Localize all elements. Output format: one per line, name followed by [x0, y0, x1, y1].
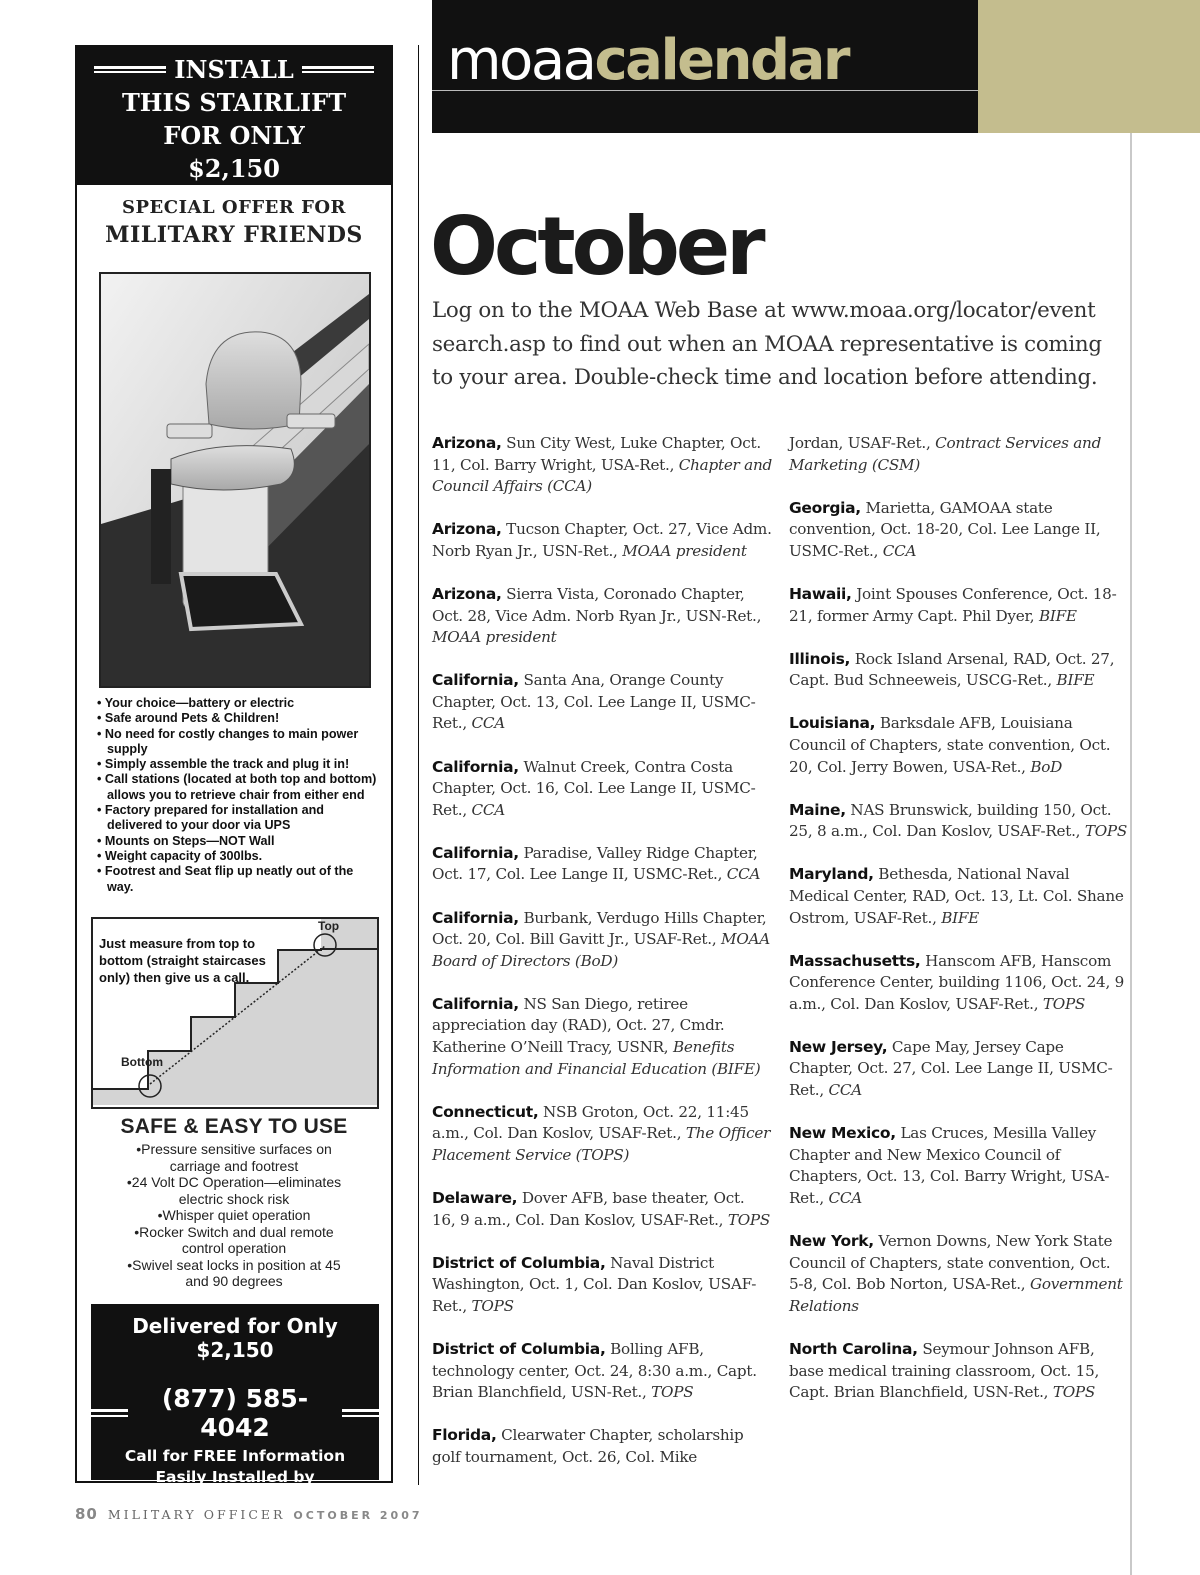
- event-details: NAS Brunswick, building 150, Oct. 25, 8 a.m., Col. Dan Koslov, USAF-Ret.,: [789, 800, 1112, 841]
- event-details: Marietta, GAMOAA state convention, Oct. 18-20, Col. Lee Lange II, USMC-Ret.,: [789, 498, 1101, 560]
- page-edge-rule: [1130, 133, 1132, 1575]
- month-heading: October: [430, 200, 762, 293]
- header-accent-block: [978, 0, 1200, 133]
- event-item: [789, 433, 1129, 476]
- safety-section: [77, 1115, 391, 1290]
- page-number: 80: [75, 1505, 98, 1523]
- event-details: Seymour Johnson AFB, base medical training classroom, Oct. 15, Capt. Brian Blanchfield, USN-Ret.,: [789, 1339, 1100, 1402]
- phone-number: (877) 585-4042: [161, 1384, 309, 1442]
- event-org: CCA: [828, 1081, 862, 1100]
- event-item: [432, 994, 772, 1080]
- event-details: Jordan, USAF-Ret.,: [789, 434, 936, 452]
- event-item: [789, 1339, 1129, 1404]
- event-state: District of Columbia,: [432, 1339, 606, 1358]
- special-offer: [77, 197, 391, 248]
- event-org: TOPS: [651, 1383, 694, 1402]
- bottom-label: Bottom: [121, 1055, 163, 1069]
- event-org: MOAA president: [622, 541, 747, 560]
- event-item: [432, 1188, 772, 1231]
- event-org: BIFE: [1038, 606, 1077, 625]
- list-item: • Mounts on Steps—NOT Wall: [97, 834, 382, 849]
- ad-headline-line: $2,150: [188, 154, 280, 183]
- event-details: Sun City West, Luke Chapter, Oct. 11, Col. Barry Wright, USA-Ret.,: [432, 434, 761, 474]
- event-state: Arizona,: [432, 520, 502, 539]
- call-info: [91, 1446, 379, 1509]
- event-state: Illinois,: [789, 649, 851, 668]
- event-item: [789, 1037, 1129, 1102]
- event-item: [789, 800, 1129, 843]
- event-state: California,: [432, 671, 519, 690]
- event-state: Delaware,: [432, 1188, 518, 1207]
- event-state: North Carolina,: [789, 1339, 918, 1358]
- event-org: Chapter and Council Affairs (CCA): [432, 455, 772, 496]
- event-org: Government Relations: [789, 1275, 1123, 1315]
- event-org: The Officer Placement Service (TOPS): [432, 1124, 771, 1164]
- call-line: Homeowner or Handyman: [121, 1489, 349, 1507]
- decorative-rule: [94, 66, 166, 73]
- event-org: MOAA Board of Directors (BoD): [432, 930, 770, 970]
- event-item: [432, 843, 772, 886]
- event-state: Louisiana,: [789, 714, 876, 733]
- column-divider: [418, 45, 419, 1485]
- event-item: [432, 433, 772, 498]
- event-org: BIFE: [941, 908, 980, 927]
- stairlift-photo: [99, 272, 371, 688]
- event-item: [432, 670, 772, 735]
- list-item: • Call stations (located at both top and bottom) allows you to retrieve chair from either end: [97, 772, 382, 803]
- special-offer-line-2: MILITARY FRIENDS: [105, 222, 363, 248]
- event-org: MOAA president: [432, 628, 557, 647]
- event-item: [432, 757, 772, 822]
- safety-features: [77, 1141, 391, 1290]
- event-state: Georgia,: [789, 498, 861, 517]
- event-details: Paradise, Valley Ridge Chapter, Oct. 17, Col. Lee Lange II, USMC-Ret.,: [432, 843, 758, 884]
- event-item: [789, 498, 1129, 563]
- event-details: Dover AFB, base theater, Oct. 16, 9 a.m., Col. Dan Koslov, USAF-Ret.,: [432, 1188, 745, 1229]
- event-org: TOPS: [471, 1296, 514, 1315]
- phone-row: [91, 1384, 379, 1442]
- event-state: Connecticut,: [432, 1102, 539, 1121]
- event-details: NS San Diego, retiree appreciation day (RAD), Oct. 27, Cmdr. Katherine O’Neill Tracy, USNR,: [432, 994, 725, 1056]
- delivered-price: Delivered for Only $2,150: [132, 1314, 338, 1362]
- event-state: California,: [432, 757, 519, 776]
- event-state: New Mexico,: [789, 1124, 896, 1143]
- event-org: CCA: [828, 1188, 862, 1207]
- list-item: • Footrest and Seat flip up neatly out of the way.: [97, 864, 382, 895]
- event-state: California,: [432, 994, 519, 1013]
- event-org: TOPS: [1052, 1383, 1096, 1402]
- event-item: [789, 951, 1129, 1016]
- event-state: Maine,: [789, 800, 846, 819]
- stairlift-chair-illustration: [101, 274, 369, 686]
- list-item: •Pressure sensitive surfaces on carriage and footrest: [136, 1141, 332, 1174]
- event-org: CCA: [471, 800, 505, 819]
- ad-headline-line: INSTALL: [174, 55, 294, 84]
- list-item: •Swivel seat locks in position at 45 and 90 degrees: [127, 1256, 341, 1289]
- ad-headline-line: FOR ONLY: [163, 121, 305, 150]
- events-column-right: [789, 433, 1129, 1425]
- event-item: [432, 1102, 772, 1167]
- event-details: Clearwater Chapter, scholarship golf tournament, Oct. 26, Col. Mike: [432, 1426, 744, 1466]
- event-state: Maryland,: [789, 865, 874, 884]
- event-state: Arizona,: [432, 584, 502, 603]
- event-state: New York,: [789, 1232, 874, 1251]
- event-org: BIFE: [1056, 671, 1095, 690]
- event-item: [432, 584, 772, 649]
- list-item: • Safe around Pets & Children!: [97, 711, 382, 726]
- issue-date: OCTOBER 2007: [293, 1509, 423, 1522]
- event-org: CCA: [882, 541, 917, 560]
- call-line: Easily Installed by: [155, 1468, 315, 1486]
- event-state: California,: [432, 843, 519, 862]
- event-item: [789, 1123, 1129, 1209]
- event-org: Contract Services and Marketing (CSM): [789, 434, 1102, 474]
- list-item: •Whisper quiet operation: [157, 1207, 311, 1223]
- measure-stairs-diagram: [91, 917, 379, 1109]
- stairlift-advertisement: [75, 45, 393, 1507]
- event-details: Walnut Creek, Contra Costa Chapter, Oct. 16, Col. Lee Lange II, USMC-Ret.,: [432, 757, 756, 819]
- event-details: Sierra Vista, Coronado Chapter, Oct. 28, Vice Adm. Norb Ryan Jr., USN-Ret.,: [432, 584, 762, 625]
- event-details: Hanscom AFB, Hanscom Conference Center, building 1106, Oct. 24, 9 a.m., Col. Dan Koslov, USAF-Ret.,: [789, 951, 1125, 1013]
- event-org: TOPS: [727, 1210, 771, 1229]
- list-item: •Rocker Switch and dual remote control operation: [134, 1223, 334, 1256]
- section-title: [447, 28, 848, 94]
- event-org: CCA: [726, 865, 761, 884]
- event-details: Cape May, Jersey Cape Chapter, Oct. 27, Col. Lee Lange II, USMC-Ret.,: [789, 1037, 1113, 1100]
- list-item: • Simply assemble the track and plug it in!: [97, 757, 382, 772]
- event-details: Joint Spouses Conference, Oct. 18-21, former Army Capt. Phil Dyer,: [789, 584, 1117, 625]
- event-org: CCA: [471, 714, 505, 733]
- list-item: •24 Volt DC Operation—eliminates electric shock risk: [126, 1174, 342, 1207]
- list-item: • Factory prepared for installation and delivered to your door via UPS: [97, 803, 382, 834]
- event-item: [789, 713, 1129, 778]
- event-state: New Jersey,: [789, 1037, 888, 1056]
- event-item: [432, 519, 772, 562]
- list-item: • Weight capacity of 300lbs.: [97, 849, 382, 864]
- event-details: Bolling AFB, technology center, Oct. 24, 8:30 a.m., Capt. Brian Blanchfield, USN-Ret.,: [432, 1339, 757, 1402]
- stairlift-feature-list: [97, 696, 382, 895]
- top-label: Top: [318, 919, 340, 933]
- safety-title: SAFE & EASY TO USE: [120, 1115, 348, 1138]
- events-column-left: [432, 433, 772, 1490]
- event-details: Barksdale AFB, Louisiana Council of Chapters, state convention, Oct. 20, Col. Jerry Bowen, USA-Ret.,: [789, 714, 1111, 776]
- measure-instructions: Just measure from top to bottom (straight staircases only) then give us a call.: [99, 936, 266, 985]
- event-org: BoD: [1030, 757, 1063, 776]
- event-details: Naval District Washington, Oct. 1, Col. Dan Koslov, USAF-Ret.,: [432, 1253, 757, 1315]
- event-org: TOPS: [1084, 822, 1128, 841]
- decorative-rule: [91, 1409, 128, 1417]
- event-item: [789, 864, 1129, 929]
- event-item: [789, 584, 1129, 627]
- list-item: • Your choice—battery or electric: [97, 696, 382, 711]
- event-org: TOPS: [1042, 994, 1086, 1013]
- event-details: Burbank, Verdugo Hills Chapter, Oct. 20, Col. Bill Gavitt Jr., USAF-Ret.,: [432, 908, 767, 949]
- event-state: Massachusetts,: [789, 951, 921, 970]
- event-details: Vernon Downs, New York State Council of Chapters, state convention, Oct. 5-8, Col. Bob Norton, USA-Ret.,: [789, 1232, 1113, 1294]
- list-item: • No need for costly changes to main power supply: [97, 727, 382, 758]
- event-org: Benefits Information and Financial Education (BIFE): [432, 1037, 761, 1078]
- ad-headline: [77, 45, 391, 185]
- section-title-bold: calendar: [594, 28, 848, 93]
- event-state: District of Columbia,: [432, 1253, 606, 1272]
- event-item: [432, 1425, 772, 1468]
- call-line: Call for FREE Information: [124, 1447, 346, 1465]
- magazine-name: MILITARY OFFICER: [107, 1507, 286, 1522]
- event-details: NSB Groton, Oct. 22, 11:45 a.m., Col. Dan Koslov, USAF-Ret.,: [432, 1102, 749, 1143]
- special-offer-line-1: SPECIAL OFFER FOR: [122, 197, 346, 218]
- event-details: Rock Island Arsenal, RAD, Oct. 27, Capt. Bud Schneeweis, USCG-Ret.,: [789, 649, 1115, 690]
- event-item: [432, 908, 772, 973]
- event-details: Tucson Chapter, Oct. 27, Vice Adm. Norb Ryan Jr., USN-Ret.,: [432, 520, 772, 560]
- ad-headline-line: THIS STAIRLIFT: [121, 88, 347, 117]
- event-state: Arizona,: [432, 434, 502, 452]
- event-details: Bethesda, National Naval Medical Center, RAD, Oct. 13, Lt. Col. Shane Ostrom, USAF-Ret.,: [789, 865, 1124, 927]
- event-item: [432, 1253, 772, 1318]
- section-title-light: moaa: [447, 28, 595, 93]
- decorative-rule: [302, 66, 374, 73]
- event-details: Las Cruces, Mesilla Valley Chapter and New Mexico Council of Chapters, Oct. 13, Col. Barry Wright, USA-Ret.,: [789, 1124, 1110, 1207]
- event-item: [789, 649, 1129, 692]
- event-state: Florida,: [432, 1426, 497, 1445]
- intro-paragraph: Log on to the MOAA Web Base at www.moaa.org/locator/event search.asp to find out when an MOAA representative is coming to your area. Double-check time and location before attending.: [432, 298, 1102, 390]
- decorative-rule: [342, 1409, 379, 1417]
- event-item: [432, 1339, 772, 1404]
- event-state: Hawaii,: [789, 584, 852, 603]
- ad-contact-box: [91, 1304, 379, 1507]
- event-state: California,: [432, 908, 519, 927]
- event-item: [789, 1231, 1129, 1317]
- event-details: Santa Ana, Orange County Chapter, Oct. 13, Col. Lee Lange II, USMC-Ret.,: [432, 671, 756, 733]
- page-footer: [75, 1505, 423, 1523]
